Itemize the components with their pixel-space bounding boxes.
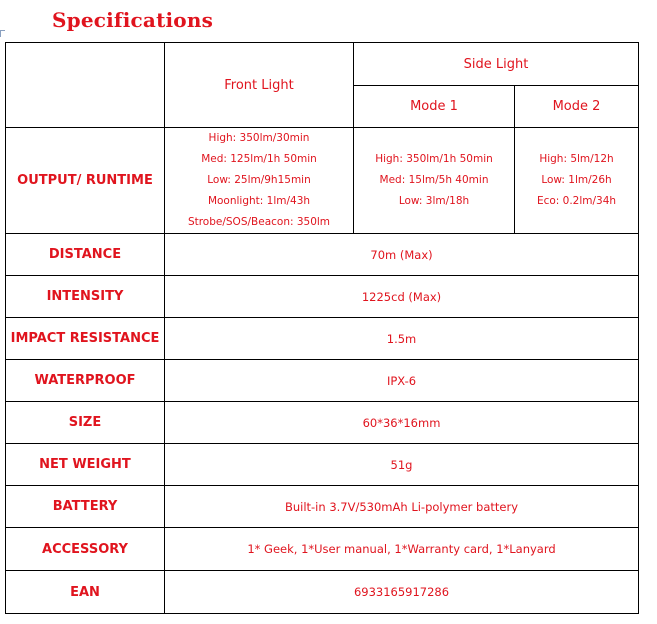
spec-value: IPX-6: [165, 360, 639, 402]
front-output-line: Low: 25lm/9h15min: [207, 174, 311, 186]
spec-row-size: [6, 402, 639, 444]
mode1-header: Mode 1: [354, 86, 515, 128]
spec-label: WATERPROOF: [6, 360, 165, 402]
mode2-output-line: Low: 1lm/26h: [541, 174, 612, 186]
mode2-output-line: High: 5lm/12h: [539, 153, 614, 165]
header-empty-cell: [6, 43, 165, 128]
front-output-line: Moonlight: 1lm/43h: [207, 195, 311, 207]
spec-value: 51g: [165, 444, 639, 486]
spec-label: BATTERY: [6, 486, 165, 528]
spec-label: ACCESSORY: [6, 528, 165, 571]
spec-label: SIZE: [6, 402, 165, 444]
spec-label: IMPACT RESISTANCE: [6, 318, 165, 360]
mode1-output-line: High: 350lm/1h 50min: [375, 153, 493, 165]
output-label: OUTPUT/ RUNTIME: [6, 128, 165, 234]
spec-label: EAN: [6, 571, 165, 614]
spec-row-impact-resistance: [6, 318, 639, 360]
spec-label: DISTANCE: [6, 234, 165, 276]
output-row: [6, 128, 639, 234]
mode1-output-line: Med: 15lm/5h 40min: [379, 174, 489, 186]
spec-row-accessory: [6, 528, 639, 571]
mode2-output-cell: [515, 128, 639, 234]
spec-value: 70m (Max): [165, 234, 639, 276]
side-light-header: Side Light: [354, 43, 639, 86]
front-output-cell: [165, 128, 354, 234]
spec-label: NET WEIGHT: [6, 444, 165, 486]
mode1-output-cell: [354, 128, 515, 234]
spec-value: 1* Geek, 1*User manual, 1*Warranty card, 1*Lanyard: [165, 528, 639, 571]
spec-row-intensity: [6, 276, 639, 318]
spec-row-waterproof: [6, 360, 639, 402]
front-output-line: Strobe/SOS/Beacon: 350lm: [187, 216, 331, 228]
spec-value: 1225cd (Max): [165, 276, 639, 318]
spec-row-ean: [6, 571, 639, 614]
front-output-line: Med: 125lm/1h 50min: [201, 153, 317, 165]
spec-table: [5, 42, 639, 614]
page-title: Specifications: [52, 8, 214, 32]
front-light-header: Front Light: [165, 43, 354, 128]
spec-value: 6933165917286: [165, 571, 639, 614]
spec-row-distance: [6, 234, 639, 276]
header-row: [6, 43, 639, 86]
front-output-line: High: 350lm/30min: [208, 132, 310, 144]
mode2-header: Mode 2: [515, 86, 639, 128]
spec-row-battery: [6, 486, 639, 528]
spec-row-net-weight: [6, 444, 639, 486]
spec-value: Built-in 3.7V/530mAh Li-polymer battery: [165, 486, 639, 528]
spec-value: 1.5m: [165, 318, 639, 360]
mode2-output-line: Eco: 0.2lm/34h: [536, 195, 617, 207]
spec-value: 60*36*16mm: [165, 402, 639, 444]
spec-label: INTENSITY: [6, 276, 165, 318]
corner-mark: [0, 30, 5, 37]
mode1-output-line: Low: 3lm/18h: [398, 195, 470, 207]
